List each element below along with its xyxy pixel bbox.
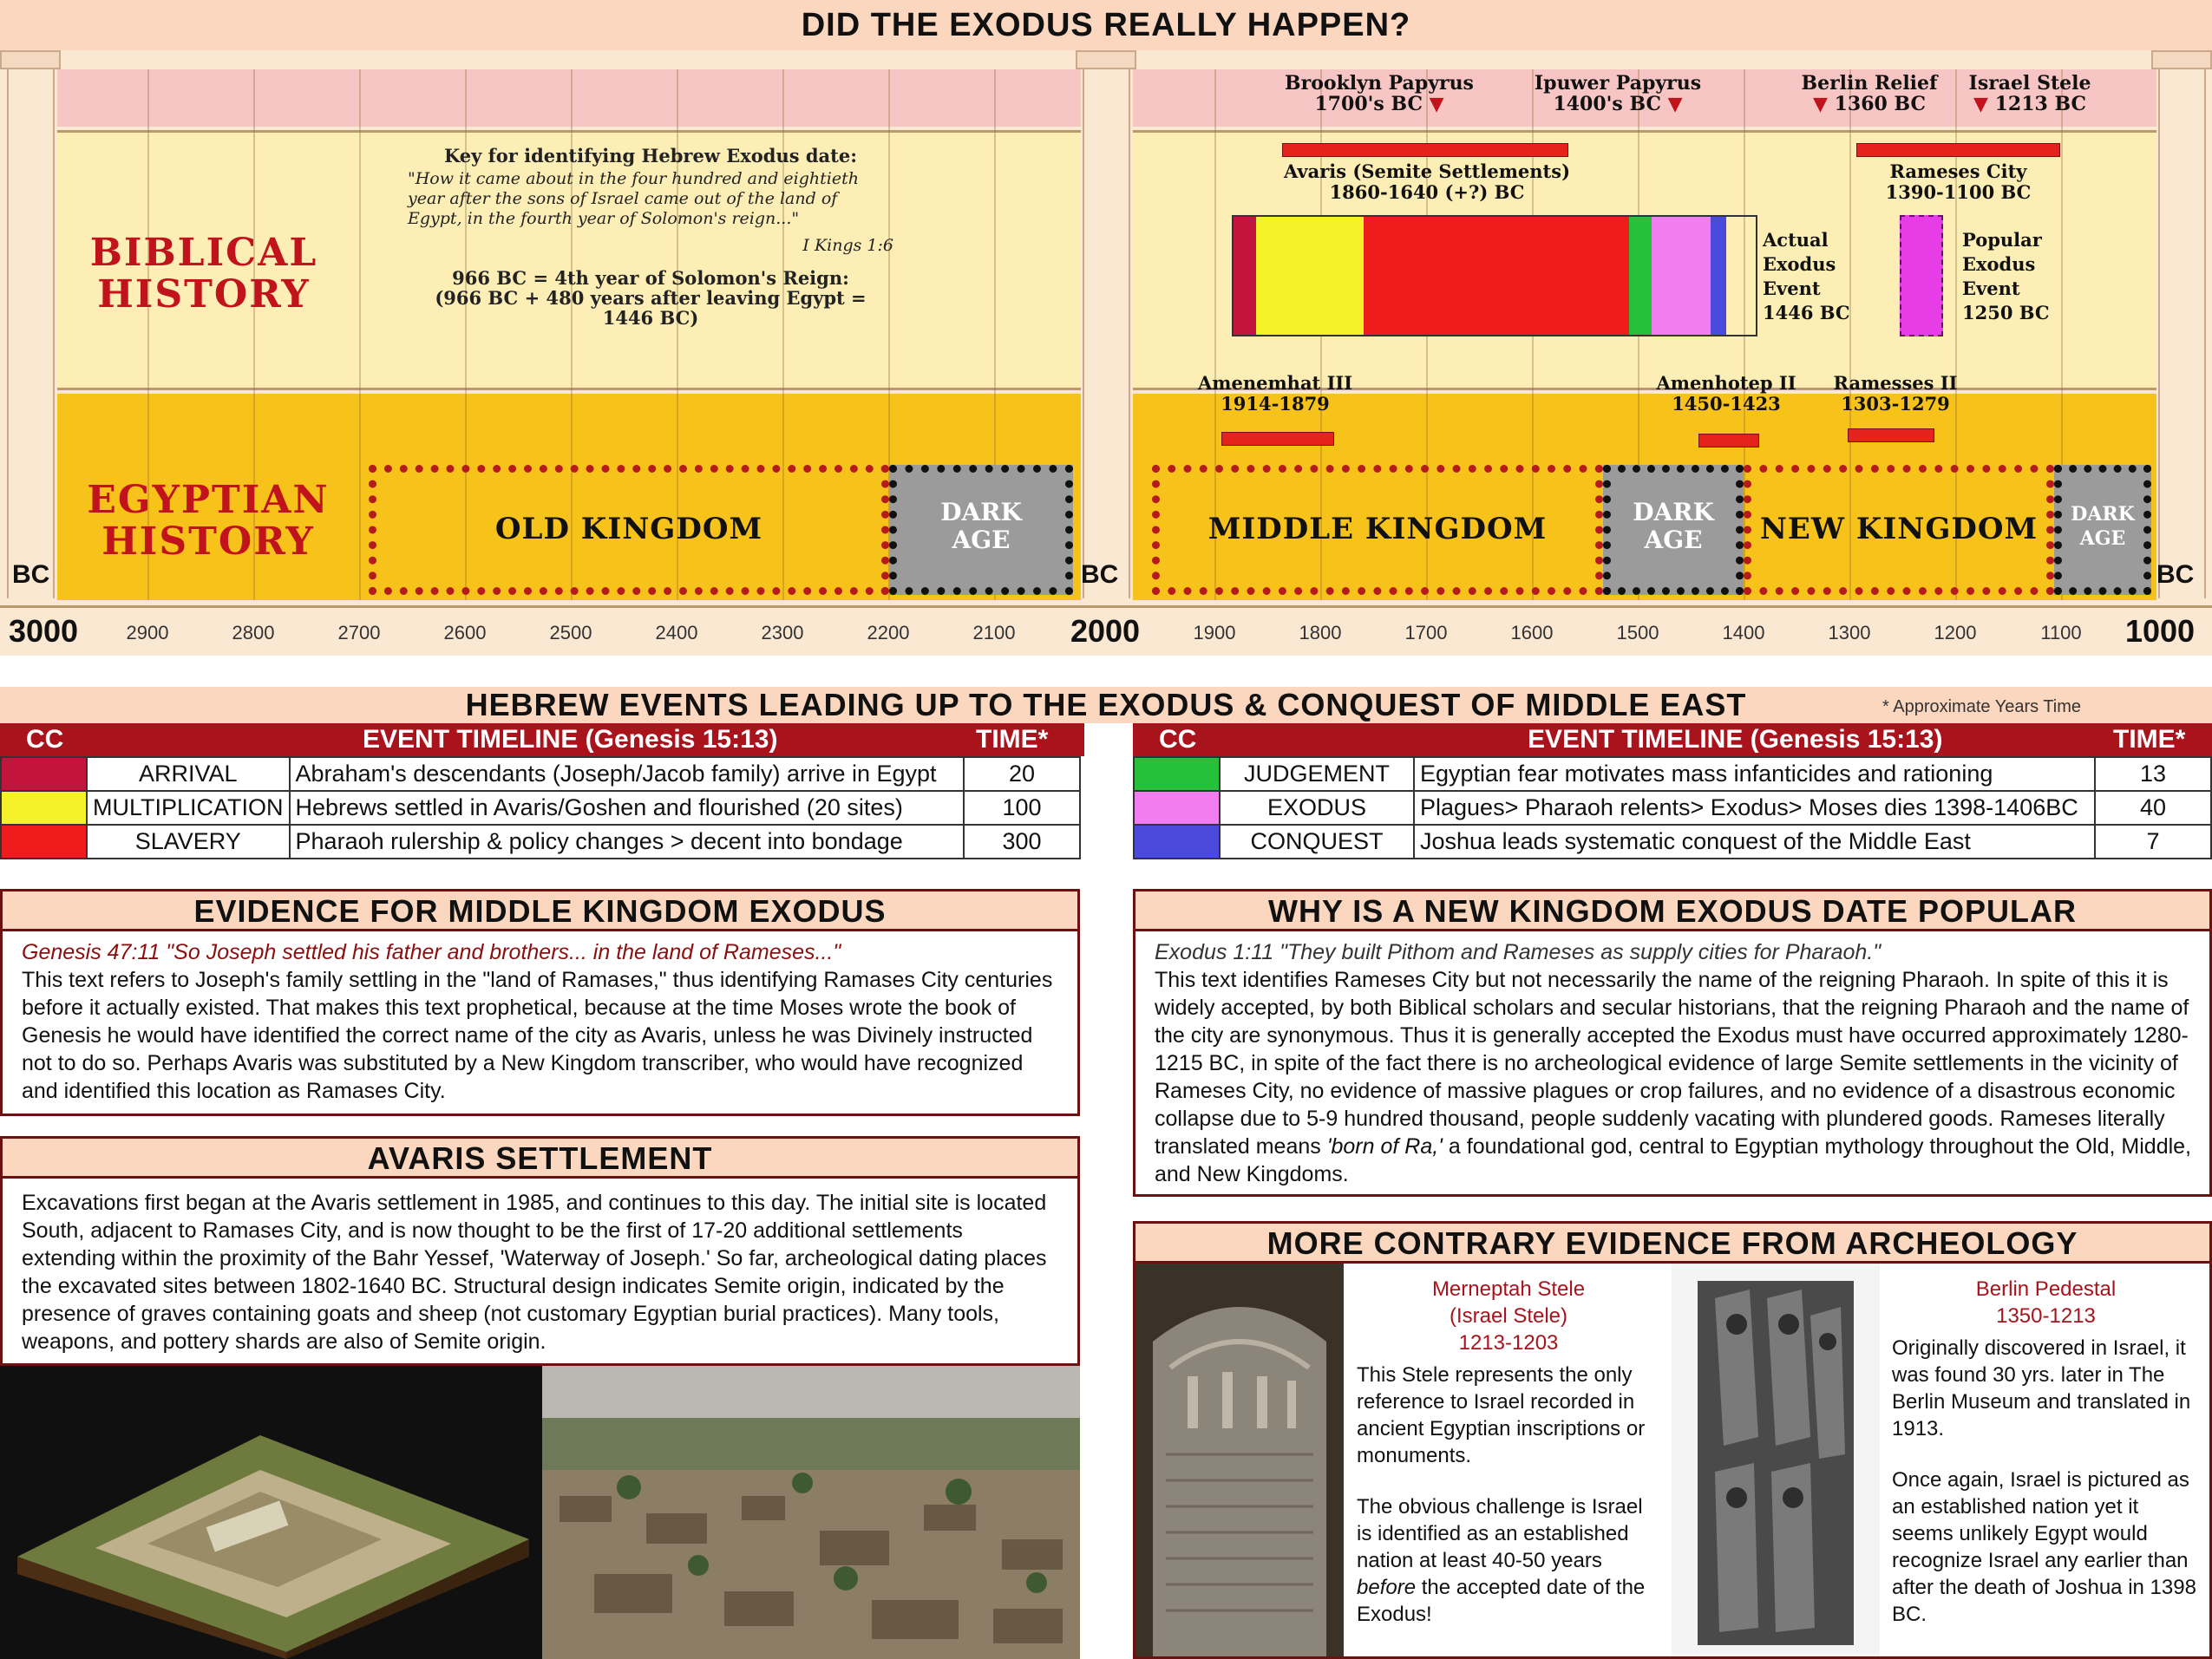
event-time: 13 (2095, 757, 2211, 791)
axis-tick: 2900 (126, 622, 169, 643)
event-time: 7 (2095, 825, 2211, 859)
contrary-box (1133, 1221, 2212, 1659)
biblical-history-label (61, 232, 347, 316)
table-row (1, 825, 1080, 859)
axis-tick: 3000 (8, 613, 79, 649)
axis-tick: 2800 (232, 622, 275, 643)
avaris-box (0, 1136, 1080, 1366)
avaris-title: AVARIS SETTLEMENT (3, 1139, 1077, 1179)
artifact-date: 1213 BC (1994, 93, 2086, 115)
evidence-mk-text: This text refers to Joseph's family settling in the "land of Ramases," thus identifying Ramases City centuries before it actually existed. That makes this text prophetical, because at the time Moses wrote the book of Genesis he would have identified the correct name of the city as Avaris, unless he was Divinely instructed not to do so. Perhaps Avaris was substituted by a New Kingdom transcriber, who would have recognized and identified this location as Ramases City. (22, 968, 1053, 1103)
egyptian-line1: EGYPTIAN (87, 478, 330, 522)
event-name: CONQUEST (1220, 825, 1414, 859)
artifact-berlin (1787, 73, 1952, 114)
biblical-line2: HISTORY (97, 272, 311, 317)
artifact-brooklyn (1275, 73, 1483, 114)
color-swatch (1134, 825, 1220, 859)
hebrew-title-text: HEBREW EVENTS LEADING UP TO THE EXODUS & CONQUEST OF MIDDLE EAST (465, 687, 1747, 722)
axis-tick: 1000 (2124, 613, 2196, 649)
pillar-cap-left (0, 50, 61, 69)
approximate-note: * Approximate Years Time (1882, 697, 2082, 716)
axis-tick: 1500 (1616, 622, 1659, 643)
avaris-range-bar (1282, 143, 1568, 157)
merneptah-stele-graphic (1135, 1264, 1344, 1656)
event-desc: Abraham's descendants (Joseph/Jacob family) arrive in Egypt (290, 757, 964, 791)
berlin-title1: Berlin Pedestal (1975, 1277, 2117, 1301)
pillar-mid (1083, 69, 1130, 598)
middle-kingdom-period: MIDDLE KINGDOM (1152, 465, 1603, 595)
event-time: 300 (964, 825, 1080, 859)
pharaoh-ramesses (1809, 373, 1982, 415)
amenemhat-reign-bar (1221, 432, 1334, 446)
pharaoh-amenemhat (1180, 373, 1371, 415)
merneptah-p2em: before (1357, 1576, 1417, 1599)
popular-exodus-label (1962, 228, 2066, 325)
event-desc: Joshua leads systematic conquest of the Middle East (1414, 825, 2095, 859)
popular-body (1155, 938, 2196, 1188)
multiplication-segment (1256, 217, 1364, 335)
merneptah-stele-image (1135, 1264, 1344, 1656)
col-event: EVENT TIMELINE (Genesis 15:13) (363, 725, 778, 754)
event-name: JUDGEMENT (1220, 757, 1414, 791)
pharaoh-date: 1914-1879 (1221, 393, 1330, 415)
avaris-text: Excavations first began at the Avaris settlement in 1985, and continues to this day. The initial site is located South, adjacent to Ramases City, and is now thought to be the first of 17-20 additional settlements extending within the proximity of the Bahr Yessef, 'Waterway of Joseph.' So far, archeological dating places the excavated sites between 1802-1640 BC. Structural design indicates Semite origin, indicated by the presence of graves containing goats and sheep (not customary Egyptian burial practices). Many tools, weapons, and pottery shards are also of Semite origin. (22, 1191, 1047, 1354)
table-row (1, 757, 1080, 791)
axis-tick: 1200 (1934, 622, 1977, 643)
judgement-segment (1629, 217, 1652, 335)
key-quote: "How it came about in the four hundred and eightieth year after the sons of Israel came out of the land of Egypt, in the fourth year of Solomon's reign..." (408, 169, 859, 228)
col-cc: CC (1159, 725, 1197, 754)
dark-age-line1: DARK (1633, 498, 1714, 526)
pharaoh-date: 1450-1423 (1672, 393, 1781, 415)
berlin-text (1892, 1276, 2200, 1628)
evidence-mk-body (22, 938, 1063, 1105)
timeline-panel (0, 50, 2212, 656)
dark-age-2 (1603, 465, 1744, 595)
artifact-israel-stele (1943, 73, 2117, 114)
color-swatch (1, 825, 87, 859)
merneptah-text (1357, 1276, 1660, 1628)
axis-tick: 2000 (1070, 613, 1141, 649)
col-time: TIME* (2113, 725, 2186, 754)
artifact-name: Berlin Relief (1801, 72, 1938, 95)
event-desc: Pharaoh rulership & policy changes > decent into bondage (290, 825, 964, 859)
axis-tick: 1700 (1404, 622, 1448, 643)
popular-text-em: 'born of Ra,' (1326, 1134, 1443, 1159)
actual-exodus-l3: Event (1763, 278, 1821, 299)
hebrew-table-left (0, 756, 1081, 859)
table-row (1134, 757, 2211, 791)
axis-tick: 2400 (655, 622, 698, 643)
bc-label-mid: BC (1081, 560, 1119, 589)
color-swatch (1, 791, 87, 825)
key-heading: Key for identifying Hebrew Exodus date: (444, 145, 857, 167)
popular-text (1155, 966, 2196, 1188)
axis-tick: 1400 (1722, 622, 1765, 643)
avaris-date: 1860-1640 (+?) BC (1329, 181, 1525, 203)
hebrew-events-title (0, 687, 2212, 723)
biblical-line1: BIBLICAL (89, 231, 318, 275)
bc-label-right: BC (2156, 560, 2195, 589)
egyptian-history-label (61, 480, 356, 563)
color-swatch (1134, 791, 1220, 825)
avaris-reconstruction-graphic (542, 1366, 1080, 1659)
triangle-down-icon: ▼ (1667, 93, 1683, 115)
merneptah-p2 (1357, 1493, 1660, 1628)
pillar-cap-mid (1076, 50, 1136, 69)
triangle-down-icon: ▼ (1429, 93, 1444, 115)
dark-age-line2: AGE (1644, 526, 1703, 554)
merneptah-p2a: The obvious challenge is Israel is identified as an established nation at least 40-50 years (1357, 1495, 1643, 1572)
popular-exodus-bar (1900, 215, 1943, 336)
artifact-name: Israel Stele (1968, 72, 2091, 95)
hebrew-events-bar (1232, 215, 1757, 336)
actual-exodus-l4: 1446 BC (1763, 302, 1850, 323)
year-axis (0, 605, 2212, 656)
rameses-range-bar (1856, 143, 2060, 157)
artifact-name: Brooklyn Papyrus (1285, 72, 1474, 95)
berlin-pedestal-graphic (1672, 1264, 1880, 1656)
hebrew-events-section (0, 687, 2212, 865)
avaris-site-model-graphic (0, 1366, 542, 1659)
merneptah-title2: (Israel Stele) (1449, 1304, 1568, 1328)
exodus-key (408, 146, 893, 328)
popular-exodus-l1: Popular (1962, 229, 2042, 251)
merneptah-title3: 1213-1203 (1458, 1331, 1559, 1355)
axis-tick: 1800 (1299, 622, 1342, 643)
col-time: TIME* (976, 725, 1049, 754)
actual-exodus-label (1763, 228, 1867, 325)
pharaoh-amenhotep (1639, 373, 1813, 415)
event-name: ARRIVAL (87, 757, 290, 791)
event-name: SLAVERY (87, 825, 290, 859)
axis-tick: 2200 (867, 622, 910, 643)
event-desc: Hebrews settled in Avaris/Goshen and flourished (20 sites) (290, 791, 964, 825)
popular-box (1133, 889, 2212, 1197)
event-desc: Egyptian fear motivates mass infanticides and rationing (1414, 757, 2095, 791)
popular-text-b: a foundational god, central to Egyptian mythology throughout the Old, Middle, and New Kingdoms. (1155, 1134, 2192, 1186)
merneptah-p2b: the accepted date of the Exodus! (1357, 1576, 1646, 1626)
evidence-mk-verse: Genesis 47:11 "So Joseph settled his father and brothers... in the land of Rameses..." (22, 940, 841, 964)
avaris-reconstruction-image (542, 1366, 1080, 1659)
egyptian-line2: HISTORY (101, 519, 315, 564)
page-title: DID THE EXODUS REALLY HAPPEN? (0, 0, 2212, 50)
actual-exodus-l1: Actual (1763, 229, 1829, 251)
axis-tick: 1600 (1510, 622, 1554, 643)
axis-tick: 2500 (549, 622, 592, 643)
pillar-left (7, 69, 55, 598)
bc-label-left: BC (12, 560, 50, 589)
old-kingdom-period: OLD KINGDOM (369, 465, 889, 595)
artifact-date: 1400's BC (1553, 93, 1661, 115)
hebrew-table-right (1133, 756, 2212, 859)
avaris-site-model-image (0, 1366, 542, 1659)
axis-tick: 2300 (761, 622, 804, 643)
popular-exodus-l2: Exodus (1962, 253, 2036, 275)
berlin-p1: Originally discovered in Israel, it was found 30 yrs. later in The Berlin Museum and translated in 1913. (1892, 1336, 2191, 1440)
new-kingdom-period: NEW KINGDOM (1744, 465, 2054, 595)
dark-age-1 (889, 465, 1073, 595)
amenhotep-reign-bar (1698, 434, 1759, 447)
rameses-label (1852, 161, 2065, 203)
axis-tick: 2100 (972, 622, 1016, 643)
table-row (1134, 825, 2211, 859)
event-desc: Plagues> Pharaoh relents> Exodus> Moses dies 1398-1406BC (1414, 791, 2095, 825)
table-row (1134, 791, 2211, 825)
evidence-mk-title: EVIDENCE FOR MIDDLE KINGDOM EXODUS (3, 892, 1077, 931)
event-name: EXODUS (1220, 791, 1414, 825)
hebrew-header-left (0, 723, 1084, 756)
rameses-date: 1390-1100 BC (1885, 181, 2032, 203)
biblical-top-band-left (57, 69, 1081, 127)
popular-text-a: This text identifies Rameses City but not necessarily the name of the reigning Pharaoh. In spite of this it is widely accepted, by both Biblical scholars and secular historians, that the reigning Pharaoh and the name of the city are synonymous. Thus it is generally accepted the Exodus must have occurred approximately 1280-1215 BC, in spite of the fact there is no archeological evidence of large Semite settlements in the vicinity of Rameses City, no evidence of massive plagues or crop failures, and no evidence of a disastrous economic collapse due to 5-9 hundred thousand, people suddenly vacating with plundered goods. Rameses literally translated means (1155, 968, 2189, 1159)
pharaoh-name: Ramesses II (1833, 372, 1958, 394)
key-cite: I Kings 1:6 (802, 236, 893, 255)
rameses-name: Rameses City (1889, 160, 2027, 182)
key-line1: 966 BC = 4th year of Solomon's Reign: (452, 267, 849, 289)
event-time: 20 (964, 757, 1080, 791)
ramesses-reign-bar (1848, 428, 1934, 442)
arrival-segment (1234, 217, 1256, 335)
triangle-down-icon: ▼ (1813, 93, 1828, 115)
dark-age-3 (2054, 465, 2151, 595)
avaris-name: Avaris (Semite Settlements) (1283, 160, 1571, 182)
col-cc: CC (26, 725, 64, 754)
artifact-date: 1700's BC (1314, 93, 1423, 115)
table-row (1, 791, 1080, 825)
artifact-date: 1360 BC (1834, 93, 1926, 115)
actual-exodus-l2: Exodus (1763, 253, 1836, 275)
dark-age-line2: AGE (2079, 527, 2126, 550)
dark-age-line2: AGE (952, 526, 1011, 554)
popular-exodus-l3: Event (1962, 278, 2020, 299)
color-swatch (1134, 757, 1220, 791)
hebrew-header-right (1133, 723, 2212, 756)
avaris-label (1266, 161, 1587, 203)
color-swatch (1, 757, 87, 791)
evidence-mk-box (0, 889, 1080, 1116)
popular-verse: Exodus 1:11 "They built Pithom and Rameses as supply cities for Pharaoh." (1155, 940, 1882, 964)
berlin-p2: Once again, Israel is pictured as an established nation yet it seems unlikely Egypt would recognize Israel any earlier than after the death of Joshua in 1398 BC. (1892, 1468, 2196, 1626)
exodus-segment (1652, 217, 1711, 335)
merneptah-p1: This Stele represents the only reference to Israel recorded in ancient Egyptian inscriptions or monuments. (1357, 1363, 1646, 1467)
axis-tick: 1100 (2040, 622, 2082, 643)
pharaoh-name: Amenhotep II (1656, 372, 1796, 394)
pharaoh-name: Amenemhat III (1197, 372, 1353, 394)
key-line2: (966 BC + 480 years after leaving Egypt = 1446 BC) (435, 287, 867, 329)
axis-tick: 1300 (1828, 622, 1871, 643)
berlin-pedestal-image (1672, 1264, 1880, 1656)
grid-line (359, 69, 361, 600)
triangle-down-icon: ▼ (1973, 93, 1988, 115)
col-event: EVENT TIMELINE (Genesis 15:13) (1528, 725, 1943, 754)
axis-tick: 2700 (337, 622, 381, 643)
event-time: 40 (2095, 791, 2211, 825)
slavery-segment (1364, 217, 1629, 335)
contrary-title: MORE CONTRARY EVIDENCE FROM ARCHEOLOGY (1135, 1224, 2209, 1264)
pillar-right (2158, 69, 2206, 598)
event-time: 100 (964, 791, 1080, 825)
conquest-segment (1711, 217, 1726, 335)
axis-tick: 2600 (443, 622, 487, 643)
merneptah-title1: Merneptah Stele (1431, 1277, 1586, 1301)
dark-age-line1: DARK (940, 498, 1022, 526)
pharaoh-date: 1303-1279 (1841, 393, 1950, 415)
axis-tick: 1900 (1193, 622, 1236, 643)
popular-title: WHY IS A NEW KINGDOM EXODUS DATE POPULAR (1135, 892, 2209, 931)
berlin-title2: 1350-1213 (1996, 1304, 2096, 1328)
artifact-ipuwer (1522, 73, 1713, 114)
dark-age-line1: DARK (2071, 503, 2135, 526)
event-name: MULTIPLICATION (87, 791, 290, 825)
artifact-name: Ipuwer Papyrus (1534, 72, 1702, 95)
popular-exodus-l4: 1250 BC (1962, 302, 2050, 323)
pillar-cap-right (2151, 50, 2212, 69)
